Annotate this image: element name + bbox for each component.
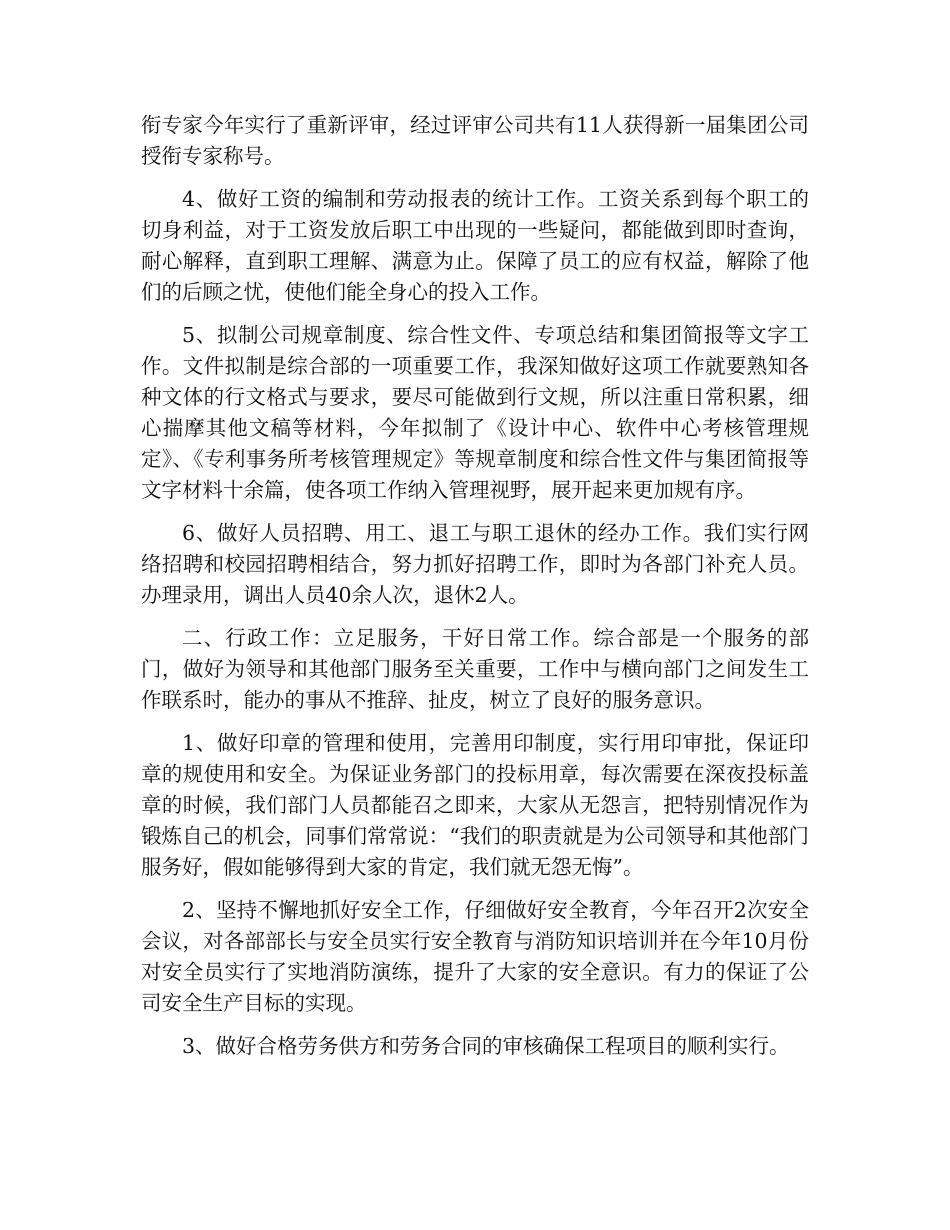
paragraph-7: 2、坚持不懈地抓好安全工作，仔细做好安全教育，今年召开2次安全会议，对各部部长与安全员实行安全教育与消防知识培训并在今年10月份对安全员实行了实地消防演练，提升了大家的安全意识。有力的保证了公司安全生产目标的实现。 (141, 898, 809, 1015)
paragraph-2: 4、做好工资的编制和劳动报表的统计工作。工资关系到每个职工的切身利益，对于工资发放后职工中出现的一些疑问，都能做到即时查询，耐心解释，直到职工理解、满意为止。保障了员工的应有权益，解除了他们的后顾之忧，使他们能全身心的投入工作。 (141, 187, 809, 304)
paragraph-6: 1、做好印章的管理和使用，完善用印制度，实行用印审批，保证印章的规使用和安全。为保证业务部门的投标用章，每次需要在深夜投标盖章的时候，我们部门人员都能召之即来，大家从无怨言，把特别情况作为锻炼自己的机会，同事们常常说：“我们的职责就是为公司领导和其他部门服务好，假如能够得到大家的肯定，我们就无怨无悔”。 (141, 731, 809, 879)
paragraph-3: 5、拟制公司规章制度、综合性文件、专项总结和集团简报等文字工作。文件拟制是综合部的一项重要工作，我深知做好这项工作就要熟知各种文体的行文格式与要求，要尽可能做到行文规，所以注重日常积累，细心揣摩其他文稿等材料，今年拟制了《设计中心、软件中心考核管理规定》、《专利事务所考核管理规定》等规章制度和综合性文件与集团简报等文字材料十余篇，使各项工作纳入管理视野，展开起来更加规有序。 (141, 323, 809, 502)
document-body (141, 110, 809, 1074)
paragraph-4: 6、做好人员招聘、用工、退工与职工退休的经办工作。我们实行网络招聘和校园招聘相结合，努力抓好招聘工作，即时为各部门补充人员。办理录用，调出人员40余人次，退休2人。 (141, 521, 809, 607)
paragraph-5: 二、行政工作：立足服务，干好日常工作。综合部是一个服务的部门，做好为领导和其他部门服务至关重要，工作中与横向部门之间发生工作联系时，能办的事从不推辞、扯皮，树立了良好的服务意识。 (141, 626, 809, 712)
paragraph-8: 3、做好合格劳务供方和劳务合同的审核确保工程项目的顺利实行。 (182, 1034, 790, 1058)
paragraph-1: 衔专家今年实行了重新评审，经过评审公司共有11人获得新一届集团公司授衔专家称号。 (141, 113, 809, 168)
